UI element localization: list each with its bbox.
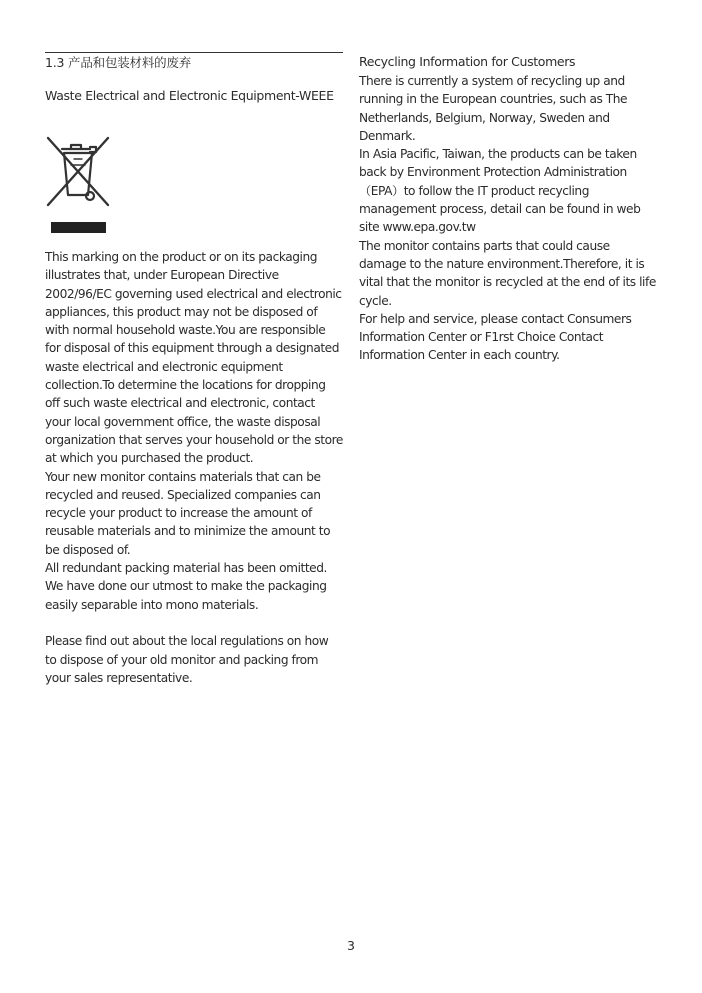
- weee-paragraph-1: This marking on the product or on its packaging illustrates that, under European Directive 2002/96/EC governing used electrical and electronic appliances, this product may not be disposed of with normal household waste.You are responsible for disposal of this equipment through a designated waste electrical and electronic equipment collection.To determine the locations for dropping off such waste electrical and electronic, contact your local government office, the waste disposal organization that serves your household or the store at which you purchased the product.: [45, 250, 343, 466]
- recycling-paragraph-4: For help and service, please contact Consumers Information Center or F1rst Choice Contact Information Center in each country.: [359, 311, 632, 363]
- weee-subheading: Waste Electrical and Electronic Equipment-WEEE: [45, 88, 334, 103]
- weee-bar-marking: [51, 222, 106, 233]
- page-number: 3: [347, 938, 355, 953]
- right-body: [359, 72, 659, 365]
- recycling-paragraph-1: There is currently a system of recycling up and running in the European countries, such as The Netherlands, Belgium, Norway, Sweden and Denmark.: [359, 74, 628, 143]
- section-rule: [45, 52, 343, 53]
- recycling-title: Recycling Information for Customers: [359, 54, 576, 69]
- recycling-paragraph-3: The monitor contains parts that could cause damage to the nature environment.Therefore, it is vital that the monitor is recycled at the end of its life cycle.: [359, 238, 656, 308]
- weee-paragraph-3: All redundant packing material has been omitted. We have done our utmost to make the packaging easily separable into mono materials.: [45, 561, 327, 612]
- paragraph-spacer: [45, 614, 343, 632]
- left-body: [45, 248, 343, 687]
- weee-paragraph-2: Your new monitor contains materials that can be recycled and reused. Specialized companies can recycle your product to increase the amount of reusable materials and to minimize the amount to be disposed of.: [45, 469, 331, 557]
- weee-paragraph-4: Please find out about the local regulations on how to dispose of your old monitor and packing from your sales representative.: [45, 634, 329, 685]
- section-heading: 1.3 产品和包装材料的废弃: [45, 55, 192, 70]
- crossed-out-wheeled-bin-icon: [40, 133, 116, 209]
- recycling-paragraph-2: In Asia Pacific, Taiwan, the products can be taken back by Environment Protection Administration （EPA）to follow the IT product recycling management process, detail can be found in web site www.epa.gov.tw: [359, 147, 641, 235]
